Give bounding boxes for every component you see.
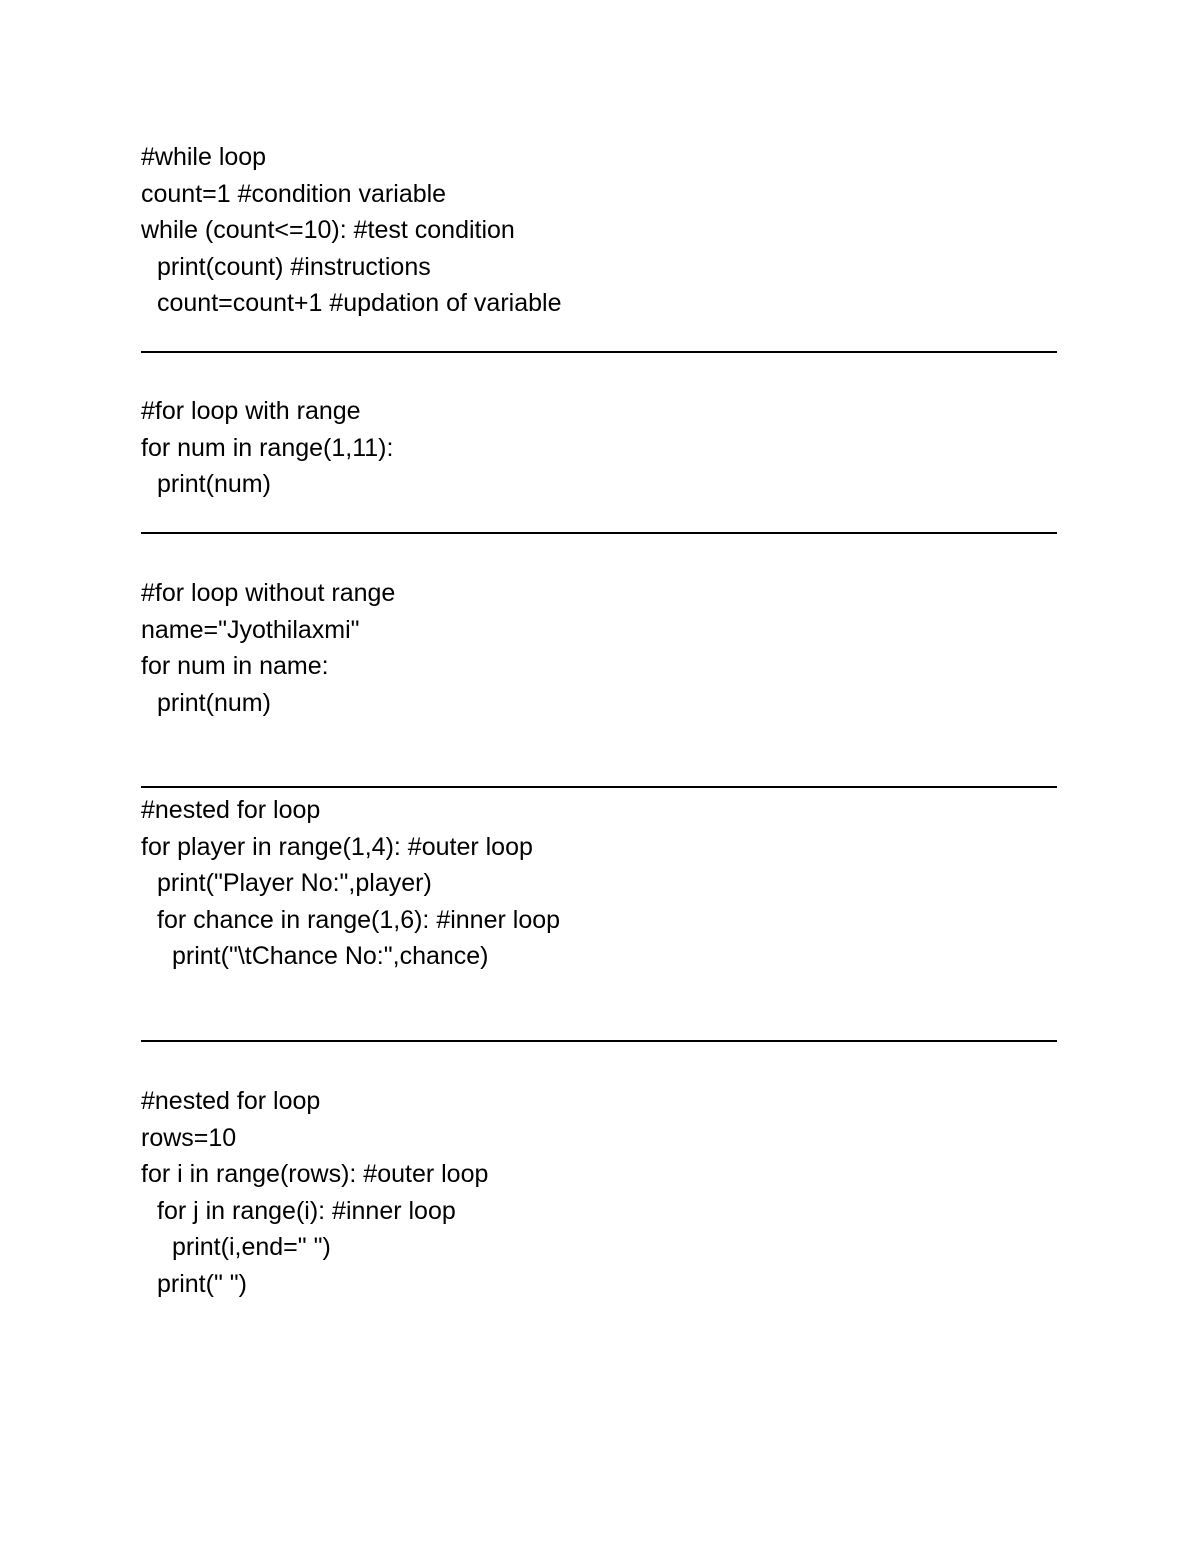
code-line: for player in range(1,4): #outer loop [141, 832, 533, 861]
section-divider [141, 1040, 1057, 1042]
code-line: for chance in range(1,6): #inner loop [157, 905, 561, 934]
code-line: for j in range(i): #inner loop [157, 1196, 456, 1225]
code-line: count=1 #condition variable [141, 179, 447, 208]
code-line: for i in range(rows): #outer loop [141, 1160, 489, 1188]
code-section-for-without-range [141, 575, 1057, 721]
code-line: #nested for loop [141, 1087, 321, 1115]
code-line: count=count+1 #updation of variable [157, 289, 562, 317]
code-line: print(" ") [157, 1269, 247, 1298]
code-line: print("\tChance No:",chance) [172, 942, 489, 970]
code-section-for-range [141, 393, 1057, 503]
code-line: name="Jyothilaxmi" [141, 615, 360, 644]
code-line: #for loop with range [141, 397, 361, 425]
code-line: for num in range(1,11): [141, 433, 394, 462]
section-divider [141, 351, 1057, 353]
code-line: rows=10 [141, 1123, 237, 1152]
code-line: print(num) [157, 688, 271, 717]
code-section-nested-rows [141, 1083, 1057, 1302]
code-line: #while loop [141, 143, 267, 171]
code-line: print(num) [157, 470, 271, 498]
code-line: #nested for loop [141, 796, 321, 824]
code-section-nested-players [141, 792, 1057, 975]
section-divider [141, 786, 1057, 788]
code-line: print("Player No:",player) [157, 869, 432, 897]
code-line: print(i,end=" ") [172, 1233, 331, 1261]
code-line: #for loop without range [141, 579, 396, 607]
code-line: while (count<=10): #test condition [141, 216, 515, 244]
code-section-while-loop [141, 139, 1057, 322]
section-divider [141, 532, 1057, 534]
code-line: for num in name: [141, 652, 329, 680]
code-line: print(count) #instructions [157, 252, 431, 281]
